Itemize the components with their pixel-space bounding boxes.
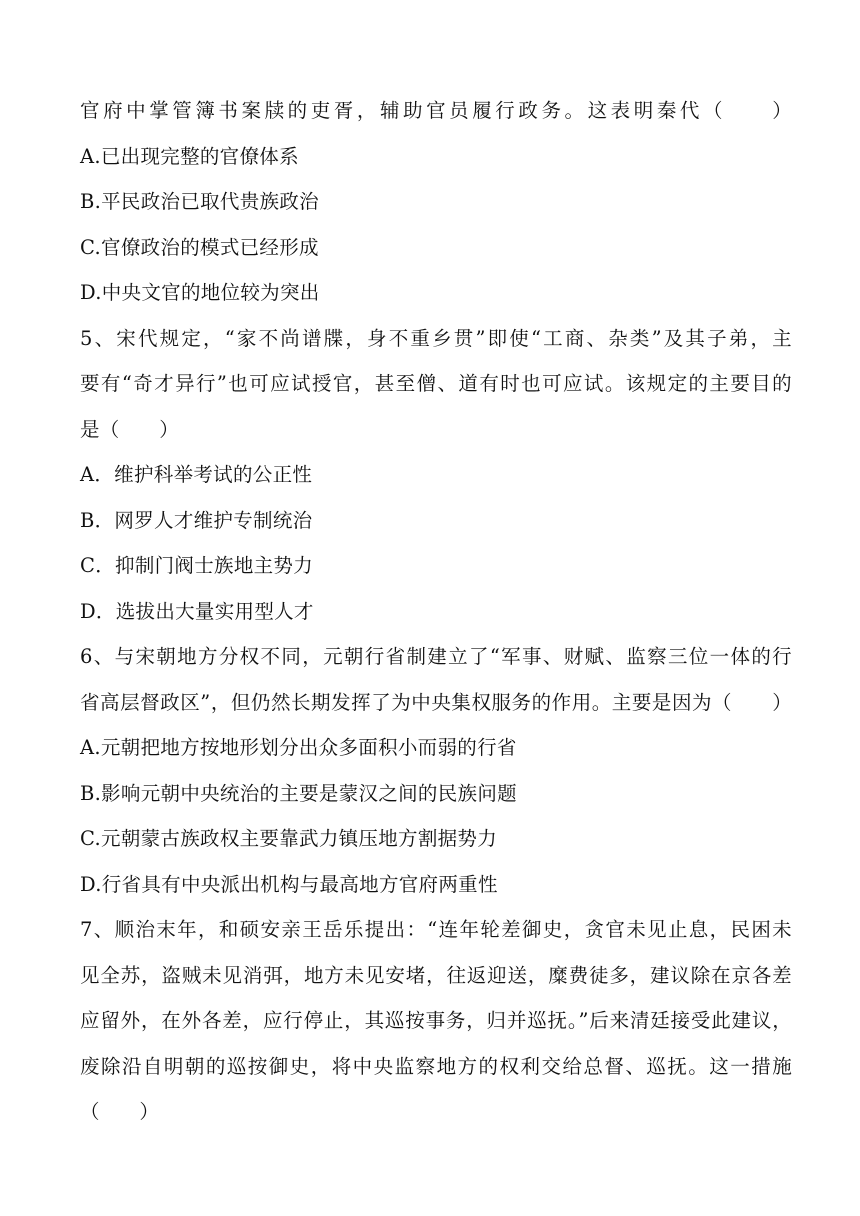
question-stem-line: 见全苏，盗贼未见消弭，地方未见安堵，往返迎送，糜费徒多，建议除在京各差 [80, 963, 792, 987]
question-stem-line: 应留外，在外各差，应行停止，其巡按事务，归并巡抚。”后来清廷接受此建议， [80, 1009, 792, 1032]
option-a: A.元朝把地方按地形划分出众多面积小而弱的行省 [80, 736, 517, 759]
question-5-options [80, 452, 792, 634]
question-4-tail [80, 88, 792, 134]
option-b: B．网罗人才维护专制统治 [80, 508, 313, 532]
question-5-stem [80, 316, 792, 453]
question-6-stem [80, 634, 792, 725]
option-c: C.官僚政治的模式已经形成 [80, 235, 319, 259]
option-d: D．选拔出大量实用型人才 [80, 599, 314, 623]
option-b: B.平民政治已取代贵族政治 [80, 190, 319, 213]
question-stem-line: 要有“奇才异行”也可应试授官，甚至僧、道有时也可应试。该规定的主要目的 [80, 372, 792, 395]
option-c: C．抑制门阀士族地主势力 [80, 554, 314, 577]
option-d: D.中央文官的地位较为突出 [80, 281, 320, 304]
option-b: B.影响元朝中央统治的主要是蒙汉之间的民族问题 [80, 781, 517, 805]
question-stem-line: 省高层督政区”，但仍然长期发挥了为中央集权服务的作用。主要是因为（ ） [80, 690, 792, 714]
question-4-options [80, 134, 792, 316]
question-7-stem [80, 907, 792, 1135]
question-stem-line: 是（ ） [80, 417, 180, 441]
option-d: D.行省具有中央派出机构与最高地方官府两重性 [80, 872, 498, 896]
question-6-options [80, 725, 792, 907]
question-stem-line: （ ） [80, 1100, 160, 1123]
exam-page [80, 88, 792, 1135]
option-a: A.已出现完整的官僚体系 [80, 144, 299, 168]
question-stem-line: 7、顺治末年，和硕安亲王岳乐提出：“连年轮差御史，贪官未见止息，民困未 [80, 918, 792, 941]
option-c: C.元朝蒙古族政权主要靠武力镇压地方割据势力 [80, 827, 498, 850]
question-stem-line: 6、与宋朝地方分权不同，元朝行省制建立了“军事、财赋、监察三位一体的行 [80, 645, 792, 668]
question-stem-line: 废除沿自明朝的巡按御史，将中央监察地方的权利交给总督、巡抚。这一措施 [80, 1054, 792, 1078]
question-stem-line: 官府中掌管簿书案牍的吏胥，辅助官员履行政务。这表明秦代（ ） [80, 99, 792, 122]
question-stem-line: 5、宋代规定，“家不尚谱牒，身不重乡贯”即使“工商、杂类”及其子弟，主 [80, 326, 792, 350]
option-a: A．维护科举考试的公正性 [80, 463, 313, 486]
